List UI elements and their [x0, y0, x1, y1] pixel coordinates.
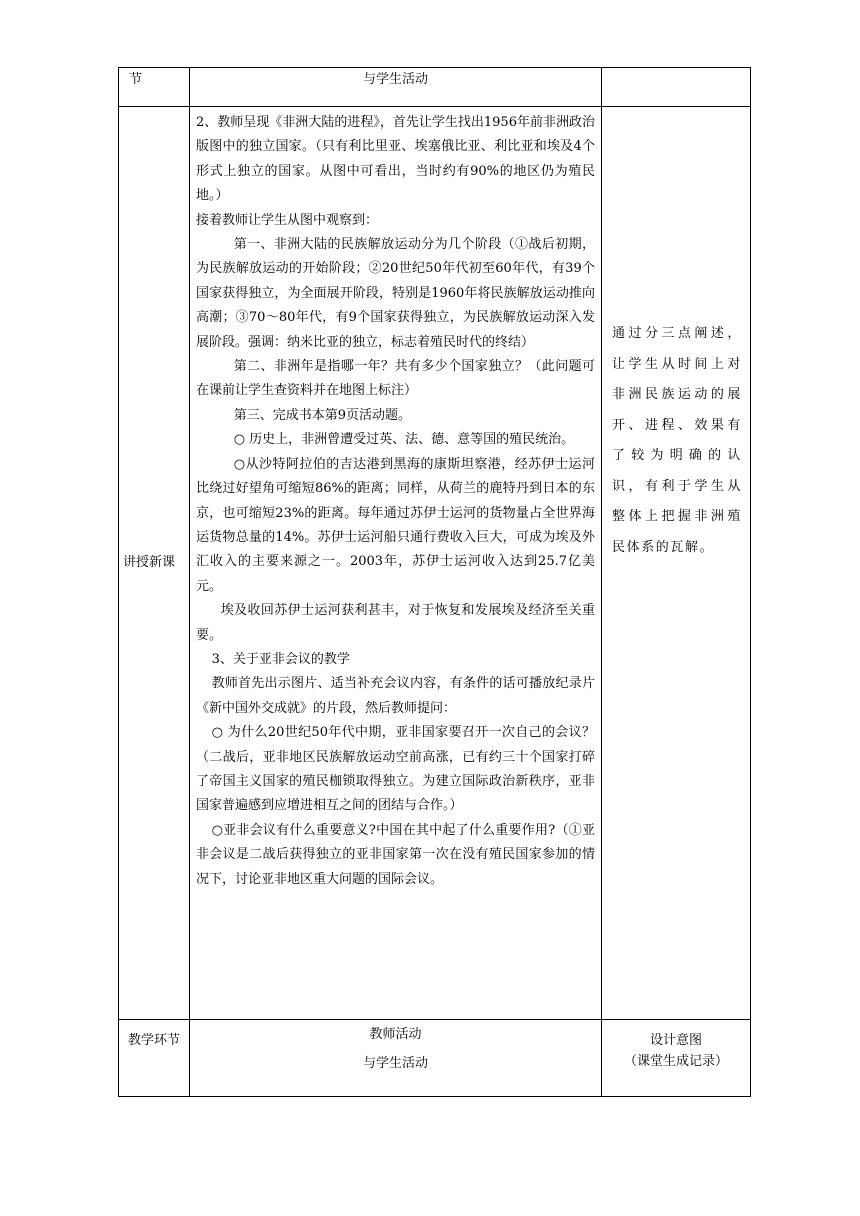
- header-cell-activity: 与学生活动: [190, 68, 602, 107]
- section-label: 讲授新课: [119, 107, 190, 1020]
- header-cell-section: 节: [119, 68, 190, 107]
- lesson-plan-table: [118, 67, 751, 1097]
- paragraph-question-one: ○ 为什么20世纪50年代中期，亚非国家要召开一次自己的会议？（二战后，亚非地区民族解放运动空前高涨，已有约三十个国家打碎了帝国主义国家的殖民枷锁取得独立。为建立国际政治新秩序，亚非国家普遍感到应增进相互之间的团结与合作。）: [196, 725, 595, 814]
- paragraph-question-two: ○亚非会议有什么重要意义?中国在其中起了什么重要作用?（①亚非会议是二战后获得独立的亚非国家第一次在没有殖民国家参加的情况下，讨论亚非地区重大问题的国际会议。: [196, 822, 595, 887]
- paragraph-egypt: 埃及收回苏伊士运河获利甚丰，对于恢复和发展埃及经济至关重要。: [196, 603, 595, 643]
- footer-activity-line1: 教师活动: [369, 1027, 422, 1042]
- header-row: [119, 68, 751, 107]
- paragraph-colonial-rule: ○ 历史上，非洲曾遭受过英、法、德、意等国的殖民统治。: [233, 432, 575, 448]
- footer-intent-line2: （课堂生成记录）: [623, 1054, 728, 1069]
- activity-cell: [190, 107, 602, 1020]
- content-row: [119, 107, 751, 1020]
- paragraph-point-one: 第一、非洲大陆的民族解放运动分为几个阶段（①战后初期，为民族解放运动的开始阶段；②20世纪50年代初至60年代，有39个国家获得独立，为全面展开阶段，特别是1960年将民族解放运动推向高潮；③70～80年代，有9个国家获得独立，为民族解放运动深入发展阶段。强调：纳米比亚的独立，标志着殖民时代的终结）: [196, 237, 595, 350]
- paragraph-point-two: 第二、非洲年是指哪一年？共有多少个国家独立？（此问题可在课前让学生查资料并在地图上标注）: [196, 359, 595, 399]
- paragraph-observe: 接着教师让学生从图中观察到：: [196, 212, 379, 228]
- header-cell-intent: [602, 68, 751, 107]
- activity-text: [190, 107, 601, 892]
- footer-row: [119, 1020, 751, 1097]
- paragraph-suez-canal: ○从沙特阿拉伯的吉达港到黑海的康斯坦察港，经苏伊士运河比绕过好望角可缩短86%的距离；同样，从荷兰的鹿特丹到日本的东京，也可缩短23%的距离。每年通过苏伊士运河的货物量占全世界海运货物总量的14%。苏伊士运河船只通行费收入巨大，可成为埃及外汇收入的主要来源之一。2003年，苏伊士运河收入达到25.7亿美元。: [196, 456, 595, 594]
- design-intent-text: 通过分三点阐述，让学生从时间上对非洲民族运动的展开、进程、效果有了较为明确的认识，有利于学生从整体上把握非洲殖民体系的瓦解。: [612, 326, 742, 555]
- design-intent-cell: [602, 107, 751, 1020]
- footer-activity-line2: 与学生活动: [362, 1056, 428, 1071]
- paragraph-bandung-heading: 3、关于亚非会议的教学: [211, 651, 350, 667]
- paragraph-intro: 2、教师呈现《非洲大陆的进程》，首先让学生找出1956年前非洲政治版图中的独立国家。（只有利比里亚、埃塞俄比亚、利比亚和埃及4个形式上独立的国家。从图中可看出，当时约有90%的地区仍为殖民地。）: [196, 115, 595, 204]
- footer-cell-intent: [602, 1020, 751, 1097]
- paragraph-teacher-shows: 教师首先出示图片、适当补充会议内容，有条件的话可播放纪录片《新中国外交成就》的片段，然后教师提问：: [196, 676, 595, 716]
- footer-intent-line1: 设计意图: [649, 1033, 702, 1048]
- footer-cell-activity: [190, 1020, 602, 1097]
- footer-cell-section: 教学环节: [119, 1020, 190, 1097]
- paragraph-point-three: 第三、完成书本第9页活动题。: [233, 407, 411, 423]
